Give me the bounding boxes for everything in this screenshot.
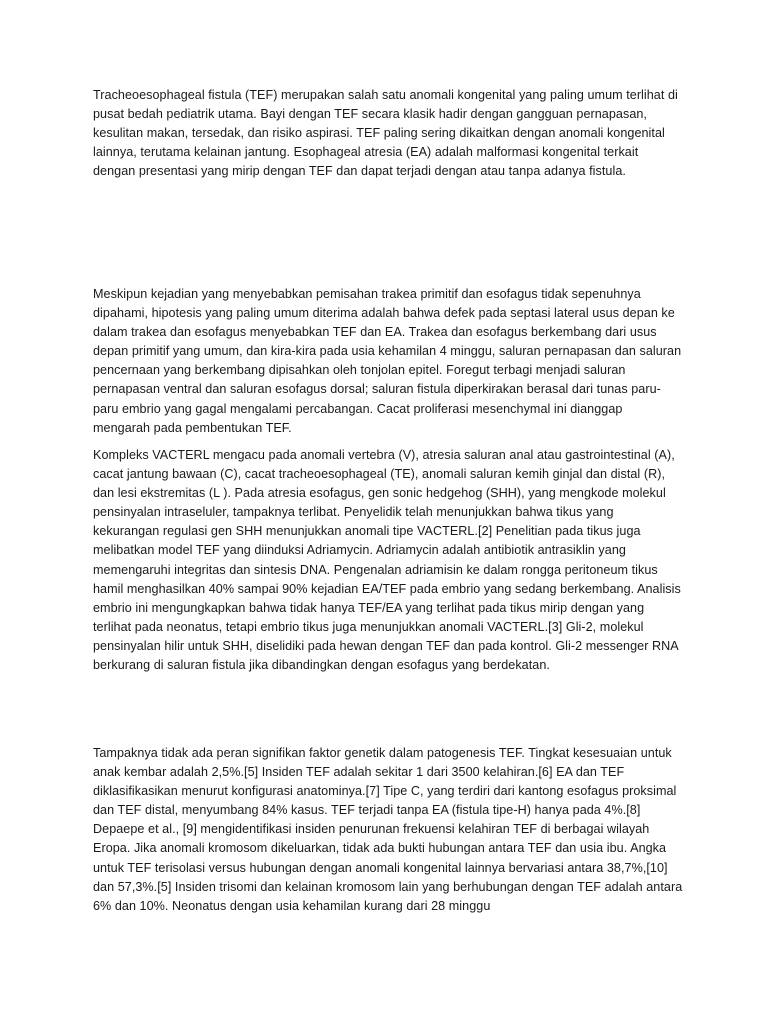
paragraph-epidemiology: Tampaknya tidak ada peran signifikan faktor genetik dalam patogenesis TEF. Tingkat kesesuaian untuk anak kembar adalah 2,5%.[5] Insiden TEF adalah sekitar 1 dari 3500 kelahiran.[6] EA dan TEF diklasifikasikan menurut konfigurasi anatominya.[7] Tipe C, yang terdiri dari kantong esofagus proksimal dan TEF distal, menyumbang 84% kasus. TEF terjadi tanpa EA (fistula tipe-H) hanya pada 4%.[8] Depaepe et al., [9] mengidentifikasi insiden penurunan frekuensi kelahiran TEF di berbagai wilayah Eropa. Jika anomali kromosom dikeluarkan, tidak ada bukti hubungan antara TEF dan usia ibu. Angka untuk TEF terisolasi versus hubungan dengan anomali kongenital lainnya bervariasi antara 38,7%,[10] dan 57,3%.[5] Insiden trisomi dan kelainan kromosom lain yang berhubungan dengan TEF adalah antara 6% dan 10%. Neonatus dengan usia kehamilan kurang dari 28 minggu — [93, 746, 683, 913]
paragraph-embryology: Meskipun kejadian yang menyebabkan pemisahan trakea primitif dan esofagus tidak sepenuhnya dipahami, hipotesis yang paling umum diterima adalah bahwa defek pada septasi lateral usus depan ke dalam trakea dan esofagus menyebabkan TEF dan EA. Trakea dan esofagus berkembang dari usus depan primitif yang umum, dan kira-kira pada usia kehamilan 4 minggu, saluran pernapasan dan saluran pencernaan yang berkembang dipisahkan oleh tonjolan epitel. Foregut terbagi menjadi saluran pernapasan ventral dan saluran esofagus dorsal; saluran fistula diperkirakan berasal dari tunas paru-paru embrio yang gagal mengalami percabangan. Cacat proliferasi mesenchymal ini dianggap mengarah pada pembentukan TEF. — [93, 287, 682, 435]
paragraph-vacterl: Kompleks VACTERL mengacu pada anomali vertebra (V), atresia saluran anal atau gastrointestinal (A), cacat jantung bawaan (C), cacat tracheoesophageal (TE), anomali saluran kemih ginjal dan distal (R), dan lesi ekstremitas (L ). Pada atresia esofagus, gen sonic hedgehog (SHH), yang mengkode molekul pensinyalan intraseluler, tampaknya terlibat. Penyelidik telah menunjukkan bahwa tikus yang kekurangan regulasi gen SHH menunjukkan anomali tipe VACTERL.[2] Penelitian pada tikus juga melibatkan model TEF yang diinduksi Adriamycin. Adriamycin adalah antibiotik antrasiklin yang memengaruhi integritas dan sintesis DNA. Pengenalan adriamisin ke dalam rongga peritoneum tikus hamil menghasilkan 40% sampai 90% kejadian EA/TEF pada embrio yang sedang berkembang. Analisis embrio ini mengungkapkan bahwa tidak hanya TEF/EA yang terlihat pada tikus mirip dengan yang terlihat pada neonatus, tetapi embrio tikus juga menunjukkan anomali VACTERL.[3] Gli-2, molekul pensinyalan hilir untuk SHH, diselidiki pada hewan dengan TEF dan pada kontrol. Gli-2 messenger RNA berkurang di saluran fistula jika dibandingkan dengan esofagus yang berdekatan. — [93, 448, 681, 673]
paragraph-intro: Tracheoesophageal fistula (TEF) merupakan salah satu anomali kongenital yang paling umum terlihat di pusat bedah pediatrik utama. Bayi dengan TEF secara klasik hadir dengan gangguan pernapasan, kesulitan makan, tersedak, dan risiko aspirasi. TEF paling sering dikaitkan dengan anomali kongenital lainnya, terutama kelainan jantung. Esophageal atresia (EA) adalah malformasi kongenital terkait dengan presentasi yang mirip dengan TEF dan dapat terjadi dengan atau tanpa adanya fistula. — [93, 88, 678, 179]
